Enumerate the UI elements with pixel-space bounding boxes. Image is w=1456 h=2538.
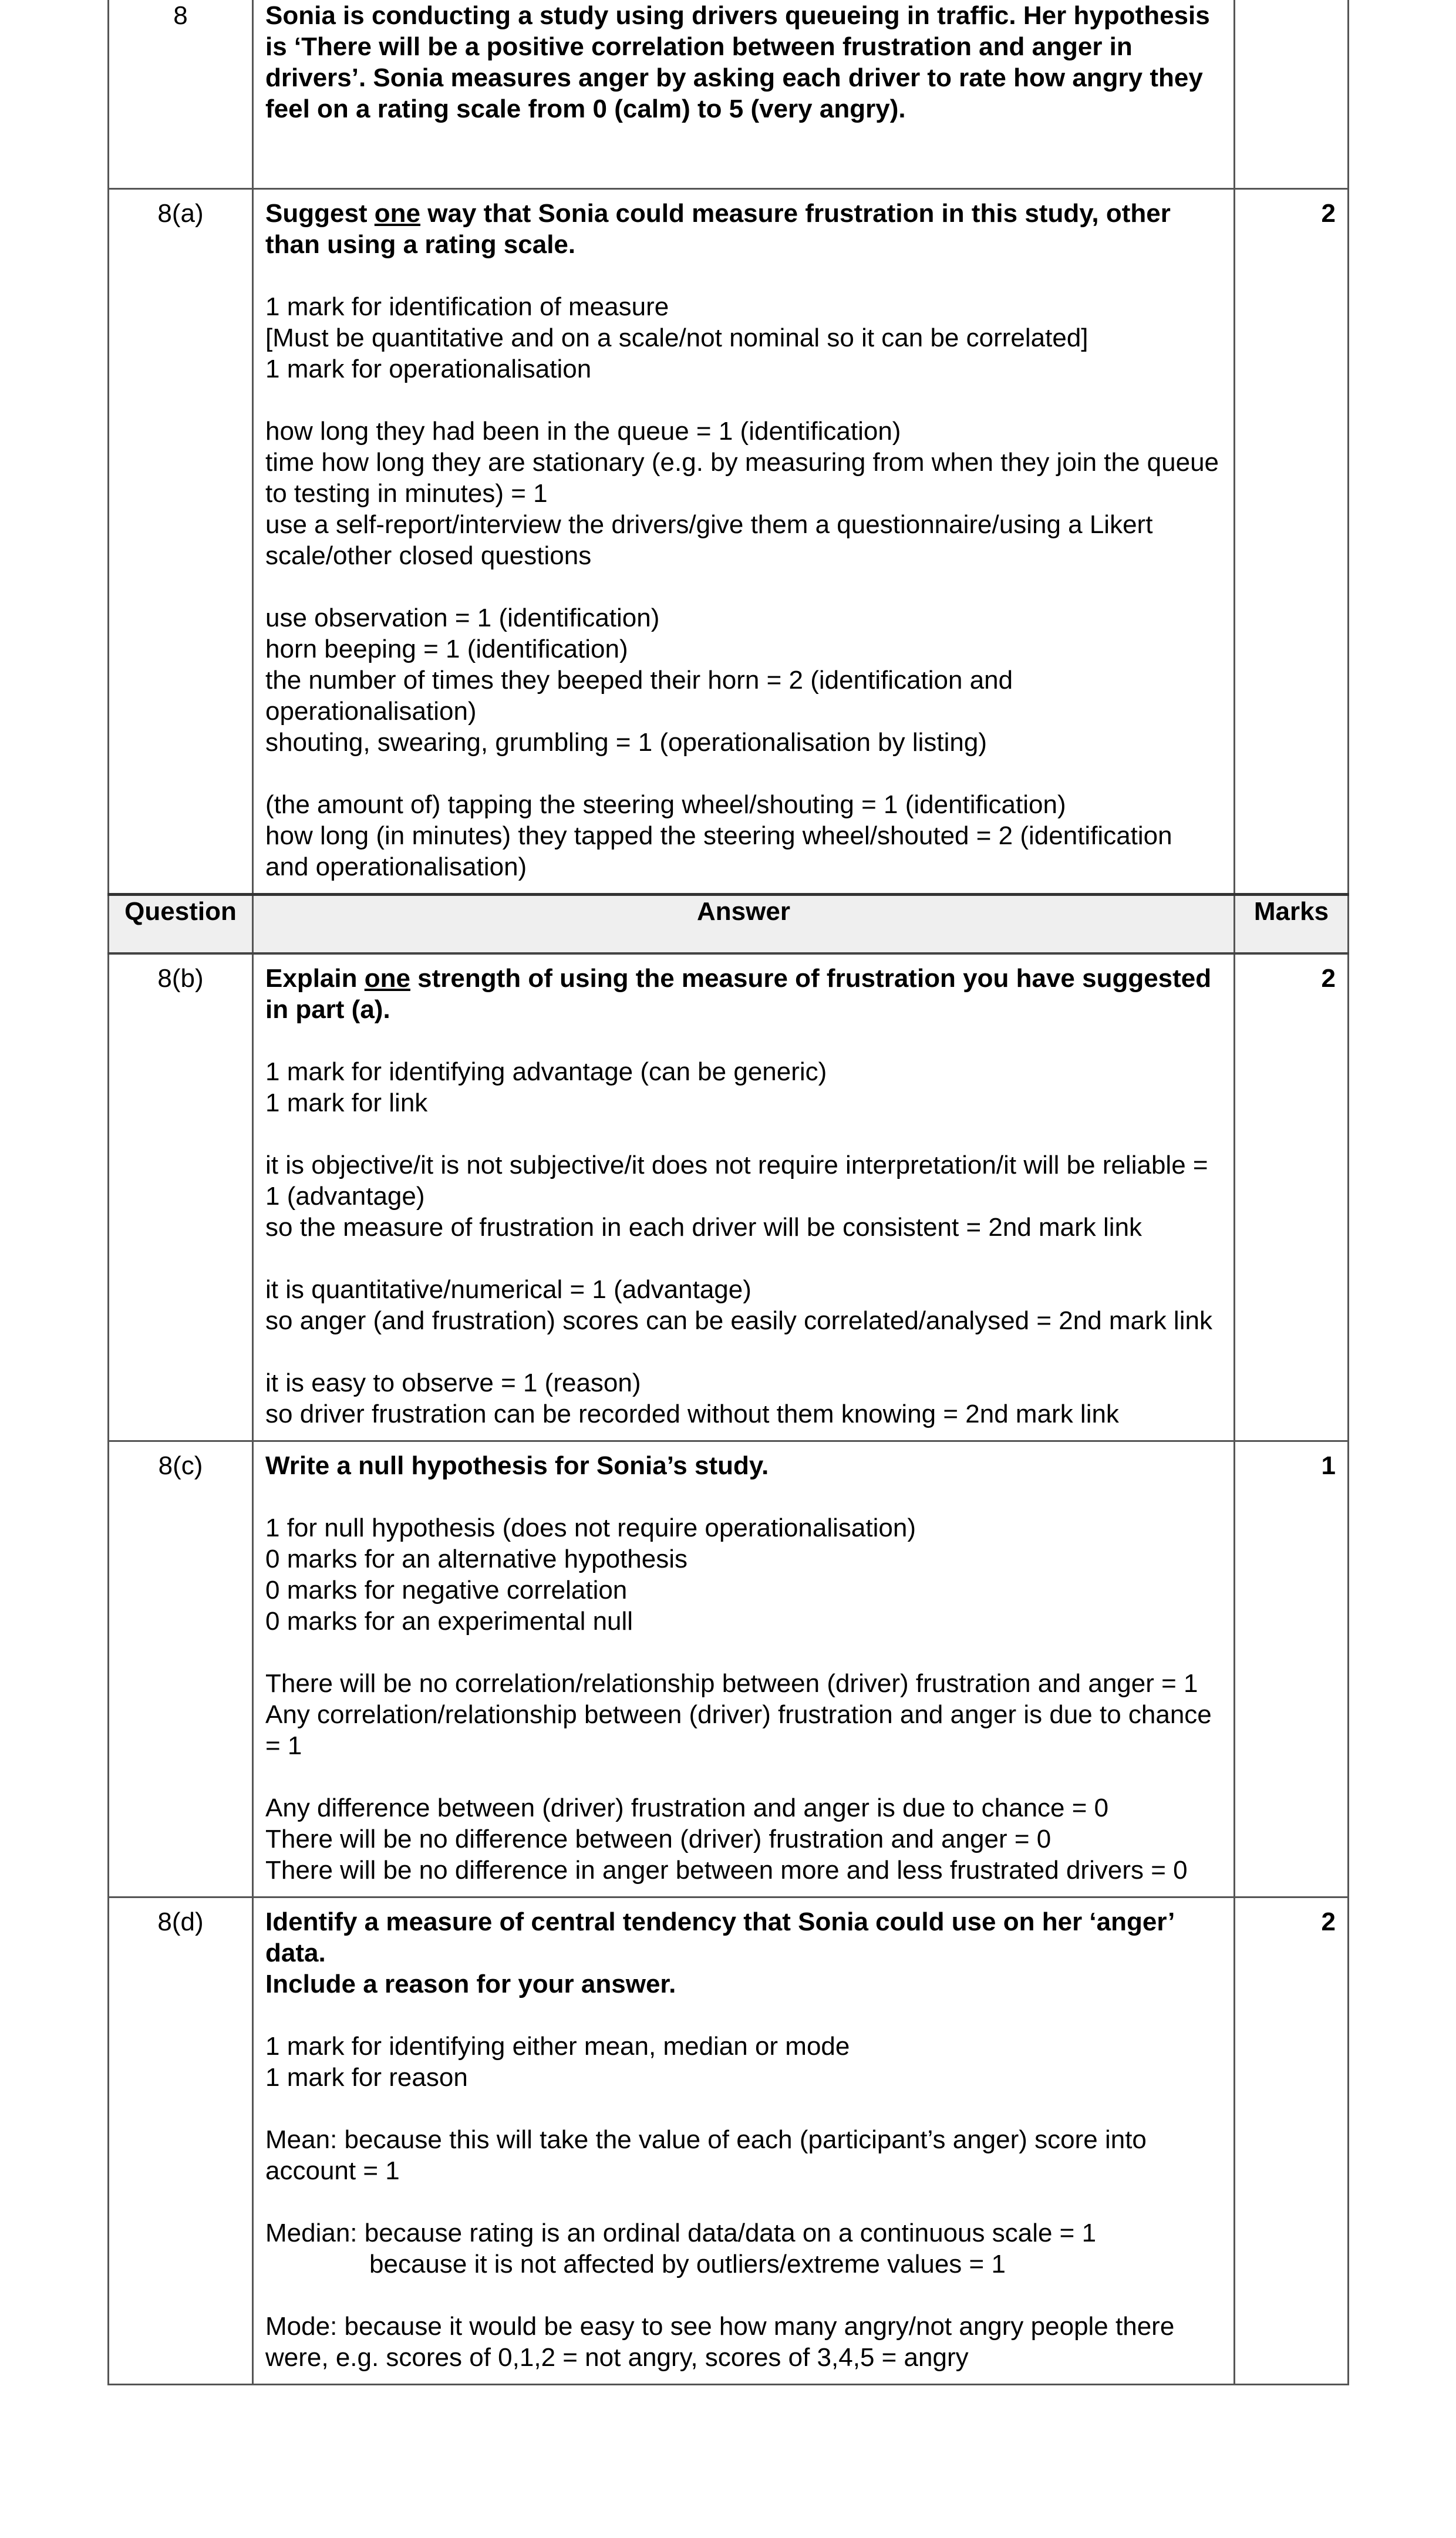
question-prompt: Identify a measure of central tendency that Sonia could use on her ‘anger’ data. Include a reason for your answer. xyxy=(265,1907,1174,1998)
answer-examples: it is quantitative/numerical = 1 (advantage) so anger (and frustration) scores can be easily correlated/analysed = 2nd mark link xyxy=(265,1275,1212,1335)
marks-column-header: Marks xyxy=(1235,895,1349,954)
question-8-row xyxy=(109,0,1349,189)
question-prompt: Explain one strength of using the measure of frustration you have suggested in part (a). xyxy=(265,964,1212,1024)
question-prompt: Suggest one way that Sonia could measure frustration in this study, other than using a rating scale. xyxy=(265,199,1171,259)
answer-examples: it is objective/it is not subjective/it does not require interpretation/it will be reliable = 1 (advantage) so the measure of frustration in each driver will be consistent = 2nd mark link xyxy=(265,1151,1208,1242)
mark-guidance: 1 mark for identification of measure [Must be quantitative and on a scale/not nominal so it can be correlated] 1 mark for operationalisation xyxy=(265,292,1088,383)
question-8a-row xyxy=(109,189,1349,895)
question-8c-row xyxy=(109,1441,1349,1897)
answer-examples: (the amount of) tapping the steering wheel/shouting = 1 (identification) how long (in minutes) they tapped the steering wheel/shouted = 2 (identification and operationalisation) xyxy=(265,790,1172,881)
answer-example-median: Median: because rating is an ordinal data/data on a continuous scale = 1 because it is not affected by outliers/extreme values = 1 xyxy=(265,2219,1097,2279)
table-header-row xyxy=(109,895,1349,954)
marks-value: 2 xyxy=(1235,953,1349,1441)
marks-value: 2 xyxy=(1235,189,1349,895)
answer-column-header: Answer xyxy=(253,895,1235,954)
question-number: 8 xyxy=(109,0,253,189)
question-number: 8(b) xyxy=(109,953,253,1441)
question-number: 8(a) xyxy=(109,189,253,895)
mark-scheme-page xyxy=(107,0,1347,2385)
marks-value: 1 xyxy=(1235,1441,1349,1897)
mark-scheme-table xyxy=(107,0,1349,2385)
answer-examples: Any difference between (driver) frustration and anger is due to chance = 0 There will be no difference between (driver) frustration and anger = 0 There will be no difference in anger between more and less frustrated drivers = 0 xyxy=(265,1794,1188,1885)
mark-guidance: 1 mark for identifying either mean, median or mode 1 mark for reason xyxy=(265,2032,850,2092)
question-column-header: Question xyxy=(109,895,253,954)
marks-value: 2 xyxy=(1235,1897,1349,2385)
answer-example-mode: Mode: because it would be easy to see how many angry/not angry people there were, e.g. scores of 0,1,2 = not angry, scores of 3,4,5 = angry xyxy=(265,2312,1175,2372)
question-number: 8(c) xyxy=(109,1441,253,1897)
answer-examples: use observation = 1 (identification) horn beeping = 1 (identification) the number of times they beeped their horn = 2 (identification and operationalisation) shouting, swearing, grumbling = 1 (operationalisation by listing) xyxy=(265,604,1013,757)
question-prompt: Write a null hypothesis for Sonia’s study. xyxy=(265,1451,769,1480)
answer-examples: it is easy to observe = 1 (reason) so driver frustration can be recorded without them knowing = 2nd mark link xyxy=(265,1369,1119,1428)
answer-example-mean: Mean: because this will take the value of each (participant’s anger) score into account = 1 xyxy=(265,2125,1147,2185)
mark-guidance: 1 mark for identifying advantage (can be generic) 1 mark for link xyxy=(265,1057,827,1117)
answer-examples: There will be no correlation/relationship between (driver) frustration and anger = 1 Any correlation/relationship between (driver) frustration and anger is due to chance = 1 xyxy=(265,1669,1212,1760)
question-number: 8(d) xyxy=(109,1897,253,2385)
question-8b-row xyxy=(109,953,1349,1441)
mark-guidance: 1 for null hypothesis (does not require operationalisation) 0 marks for an alternative hypothesis 0 marks for negative correlation 0 marks for an experimental null xyxy=(265,1514,916,1636)
question-8d-row xyxy=(109,1897,1349,2385)
answer-examples: how long they had been in the queue = 1 (identification) time how long they are stationary (e.g. by measuring from when they join the queue to testing in minutes) = 1 use a self-report/interview the drivers/give them a questionnaire/using a Likert scale/other closed questions xyxy=(265,417,1219,570)
question-stem: Sonia is conducting a study using drivers queueing in traffic. Her hypothesis is ‘There will be a positive correlation between frustration and anger in drivers’. Sonia measures anger by asking each driver to rate how angry they feel on a rating scale from 0 (calm) to 5 (very angry). xyxy=(265,1,1210,123)
